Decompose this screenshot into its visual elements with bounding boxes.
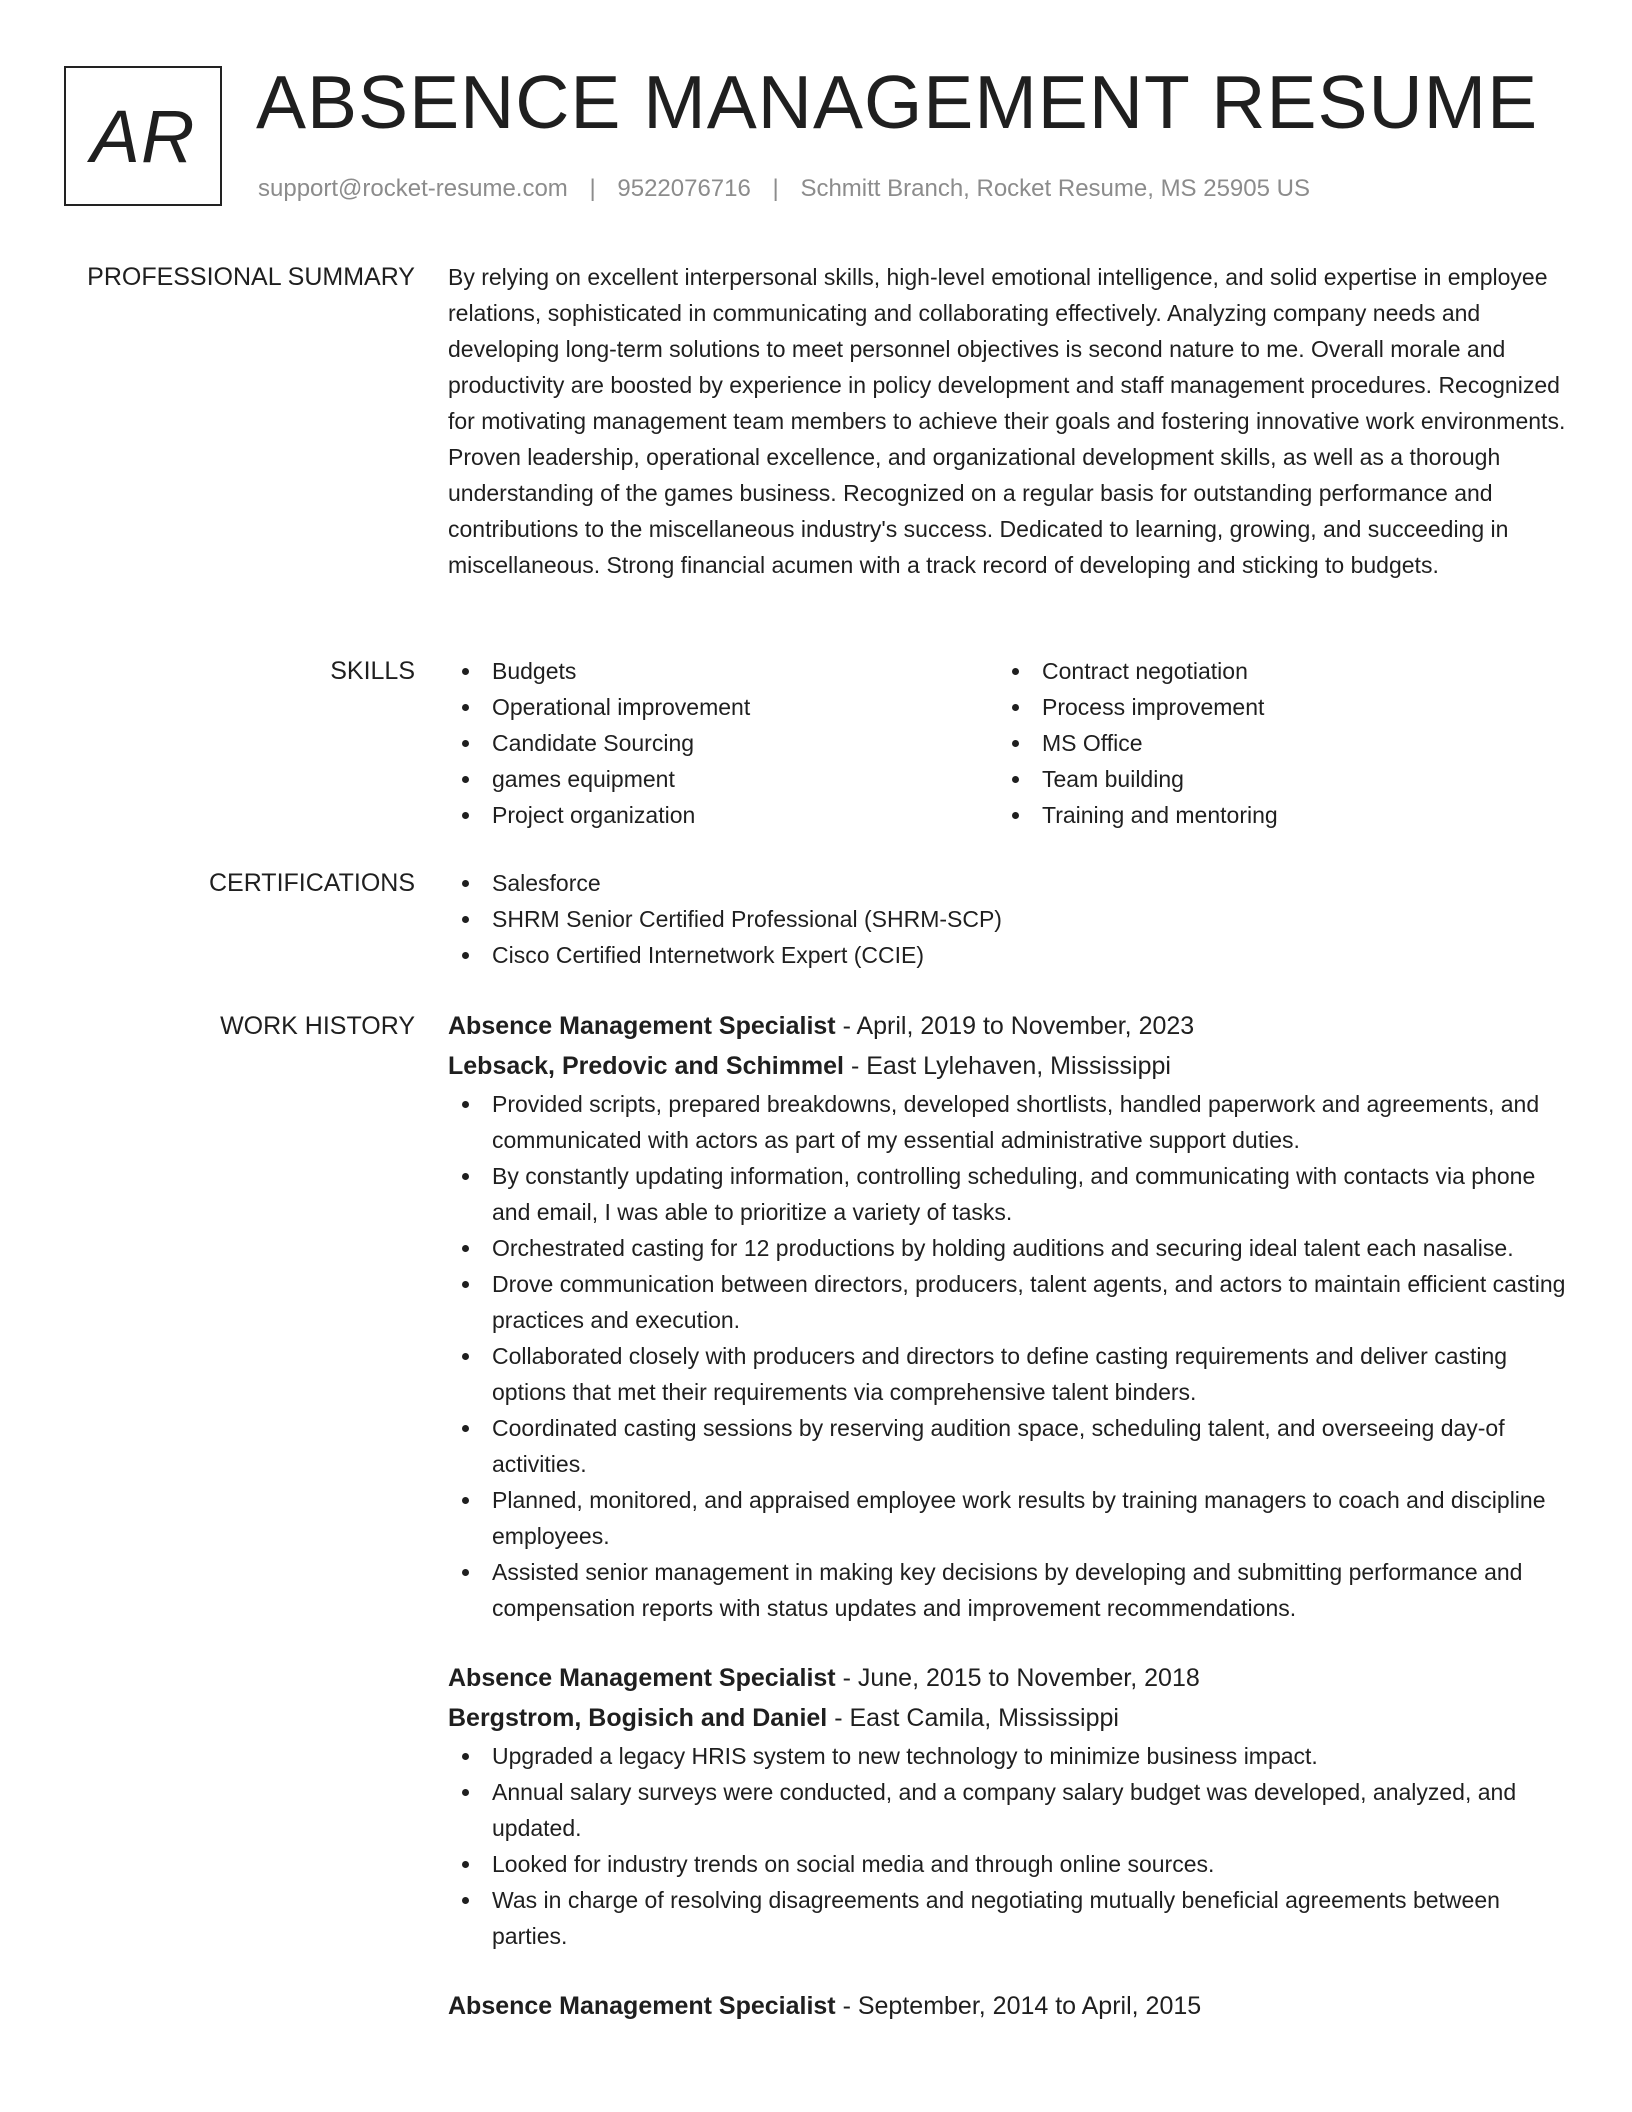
skill-item: Contract negotiation: [998, 653, 1548, 689]
job-dates: - September, 2014 to April, 2015: [835, 1992, 1202, 2020]
job-title: Absence Management Specialist: [448, 1012, 836, 1040]
job-bullet: Was in charge of resolving disagreements and negotiating mutually beneficial agreements between parties.: [448, 1882, 1570, 1954]
job-company: Bergstrom, Bogisich and Daniel: [448, 1704, 828, 1732]
work-heading: WORK HISTORY: [220, 1012, 415, 1040]
job-bullet: Looked for industry trends on social media and through online sources.: [448, 1846, 1570, 1882]
job-bullets: [448, 1086, 1570, 1626]
contact-email[interactable]: support@rocket-resume.com: [258, 175, 568, 202]
job-bullet: Provided scripts, prepared breakdowns, developed shortlists, handled paperwork and agreements, and communicated with actors as part of my essential administrative support duties.: [448, 1086, 1570, 1158]
skill-item: Process improvement: [998, 689, 1548, 725]
monogram-badge: [64, 66, 222, 206]
skill-item: Candidate Sourcing: [448, 725, 998, 761]
job-company-line: [448, 1046, 1570, 1086]
monogram-initials: AR: [90, 94, 196, 178]
summary-heading: PROFESSIONAL SUMMARY: [87, 263, 415, 291]
certifications-heading: CERTIFICATIONS: [208, 869, 415, 897]
job-company: Lebsack, Predovic and Schimmel: [448, 1052, 844, 1080]
job-dates: - April, 2019 to November, 2023: [835, 1012, 1195, 1040]
skill-item: games equipment: [448, 761, 998, 797]
skill-item: MS Office: [998, 725, 1548, 761]
skills-heading: SKILLS: [330, 657, 415, 685]
job-bullet: Annual salary surveys were conducted, and a company salary budget was developed, analyzed, and updated.: [448, 1774, 1570, 1846]
job-bullet: Coordinated casting sessions by reserving audition space, scheduling talent, and overseeing day-of activities.: [448, 1410, 1570, 1482]
job-title-line: [448, 1658, 1570, 1698]
work-body: [448, 1006, 1570, 2026]
skill-item: Operational improvement: [448, 689, 998, 725]
job-bullet: Upgraded a legacy HRIS system to new technology to minimize business impact.: [448, 1738, 1570, 1774]
job-dates: - June, 2015 to November, 2018: [835, 1664, 1200, 1692]
skill-item: Project organization: [448, 797, 998, 833]
job-entry: [448, 1006, 1570, 1626]
skill-item: Budgets: [448, 653, 998, 689]
certifications-list: [448, 865, 1570, 973]
contact-separator: |: [589, 175, 596, 202]
job-company-line: [448, 1698, 1570, 1738]
job-bullet: Collaborated closely with producers and directors to define casting requirements and deliver casting options that met their requirements via comprehensive talent binders.: [448, 1338, 1570, 1410]
summary-body: [448, 259, 1570, 583]
skills-list-left: [448, 653, 998, 833]
job-title: Absence Management Specialist: [448, 1992, 836, 2020]
job-bullet: Orchestrated casting for 12 productions by holding auditions and securing ideal talent each nasalise.: [448, 1230, 1570, 1266]
contact-address: Schmitt Branch, Rocket Resume, MS 25905 US: [800, 175, 1310, 202]
skill-item: Training and mentoring: [998, 797, 1548, 833]
job-bullet: By constantly updating information, controlling scheduling, and communicating with contacts via phone and email, I was able to prioritize a variety of tasks.: [448, 1158, 1570, 1230]
skills-grid: [448, 653, 1570, 833]
certification-item: SHRM Senior Certified Professional (SHRM-SCP): [448, 901, 1570, 937]
job-bullet: Planned, monitored, and appraised employee work results by training managers to coach and discipline employees.: [448, 1482, 1570, 1554]
skills-list-right: [998, 653, 1548, 833]
job-title-line: [448, 1986, 1570, 2026]
job-title: Absence Management Specialist: [448, 1664, 836, 1692]
job-entry: [448, 1658, 1570, 1954]
summary-text: By relying on excellent interpersonal skills, high-level emotional intelligence, and solid expertise in employee relations, sophisticated in communicating and collaborating effectively. Analyzing company needs and developing long-term solutions to meet personnel objectives is second nature to me. Overall morale and productivity are boosted by experience in policy development and staff management procedures. Recognized for motivating management team members to achieve their goals and fostering innovative work environments. Proven leadership, operational excellence, and organizational development skills, as well as a thorough understanding of the games business. Recognized on a regular basis for outstanding performance and contributions to the miscellaneous industry's success. Dedicated to learning, growing, and succeeding in miscellaneous. Strong financial acumen with a track record of developing and sticking to budgets.: [448, 264, 1566, 578]
job-bullet: Assisted senior management in making key decisions by developing and submitting performance and compensation reports with status updates and improvement recommendations.: [448, 1554, 1570, 1626]
resume-title: ABSENCE MANAGEMENT RESUME: [256, 60, 1539, 144]
certifications-body: [448, 865, 1570, 973]
job-location: - East Camila, Mississippi: [827, 1704, 1119, 1732]
contact-separator: |: [772, 175, 779, 202]
certification-item: Cisco Certified Internetwork Expert (CCIE): [448, 937, 1570, 973]
job-bullet: Drove communication between directors, producers, talent agents, and actors to maintain efficient casting practices and execution.: [448, 1266, 1570, 1338]
skills-body: [448, 653, 1570, 833]
job-title-line: [448, 1006, 1570, 1046]
certification-item: Salesforce: [448, 865, 1570, 901]
skill-item: Team building: [998, 761, 1548, 797]
contact-phone[interactable]: 9522076716: [617, 175, 751, 202]
contact-line: [258, 175, 1310, 203]
job-entry: [448, 1986, 1570, 2026]
job-location: - East Lylehaven, Mississippi: [844, 1052, 1171, 1080]
job-bullets: [448, 1738, 1570, 1954]
